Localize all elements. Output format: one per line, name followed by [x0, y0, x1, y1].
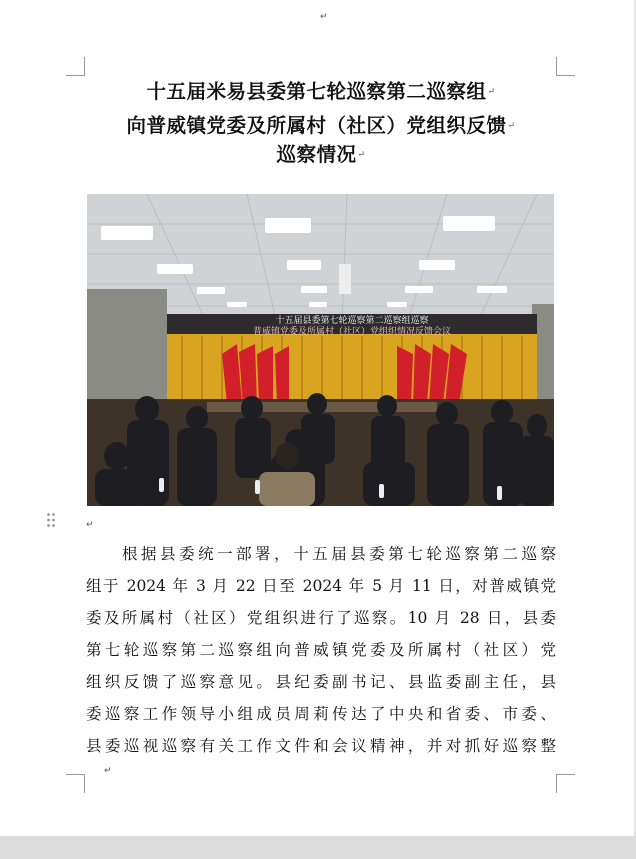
paragraph-mark-icon: ↵	[507, 121, 516, 131]
title-line-1: 十五届米易县委第七轮巡察第二巡察组↵	[146, 80, 496, 103]
margin-corner-bottom-left	[66, 774, 85, 793]
margin-corner-top-right	[556, 57, 575, 76]
paragraph-line: 组于 2024 年 3 月 22 日至 2024 年 5 月 11 日，对普威镇党	[86, 577, 556, 595]
paragraph-line: 第七轮巡察第二巡察组向普威镇党委及所属村（社区）党	[86, 641, 556, 659]
paragraph-mark-icon: ↵	[487, 87, 496, 97]
margin-corner-bottom-right	[556, 774, 575, 793]
banner-text-line-2: 普威镇党委及所属村（社区）党组织情况反馈会议	[252, 326, 451, 336]
title-line-2: 向普威镇党委及所属村（社区）党组织反馈↵	[126, 114, 516, 137]
title-line-3: 巡察情况↵	[276, 143, 366, 166]
paragraph-line: 县委巡视巡察有关工作文件和会议精神，并对抓好巡察整	[86, 737, 556, 755]
drag-handle-icon[interactable]	[46, 512, 56, 528]
paragraph-mark-icon: ↵	[357, 150, 366, 160]
paragraph-line: 委巡察工作领导小组成员周莉传达了中央和省委、市委、	[86, 705, 556, 723]
meeting-photo[interactable]	[87, 194, 554, 506]
paragraph-mark-icon: ↵	[86, 520, 94, 530]
body-paragraph	[86, 538, 556, 762]
paragraph-line: 根据县委统一部署，十五届县委第七轮巡察第二巡察	[122, 545, 556, 563]
workspace-background	[0, 836, 636, 859]
paragraph-mark-icon: ↵	[104, 766, 112, 776]
margin-corner-top-left	[66, 57, 85, 76]
banner-text-line-1: 十五届县委第七轮巡察第二巡察组巡察	[275, 315, 429, 325]
paragraph-mark-icon: ↵	[320, 12, 328, 22]
paragraph-line: 组织反馈了巡察意见。县纪委副书记、县监委副主任，县	[86, 673, 556, 691]
paragraph-line: 委及所属村（社区）党组织进行了巡察。10 月 28 日，县委	[86, 609, 556, 627]
